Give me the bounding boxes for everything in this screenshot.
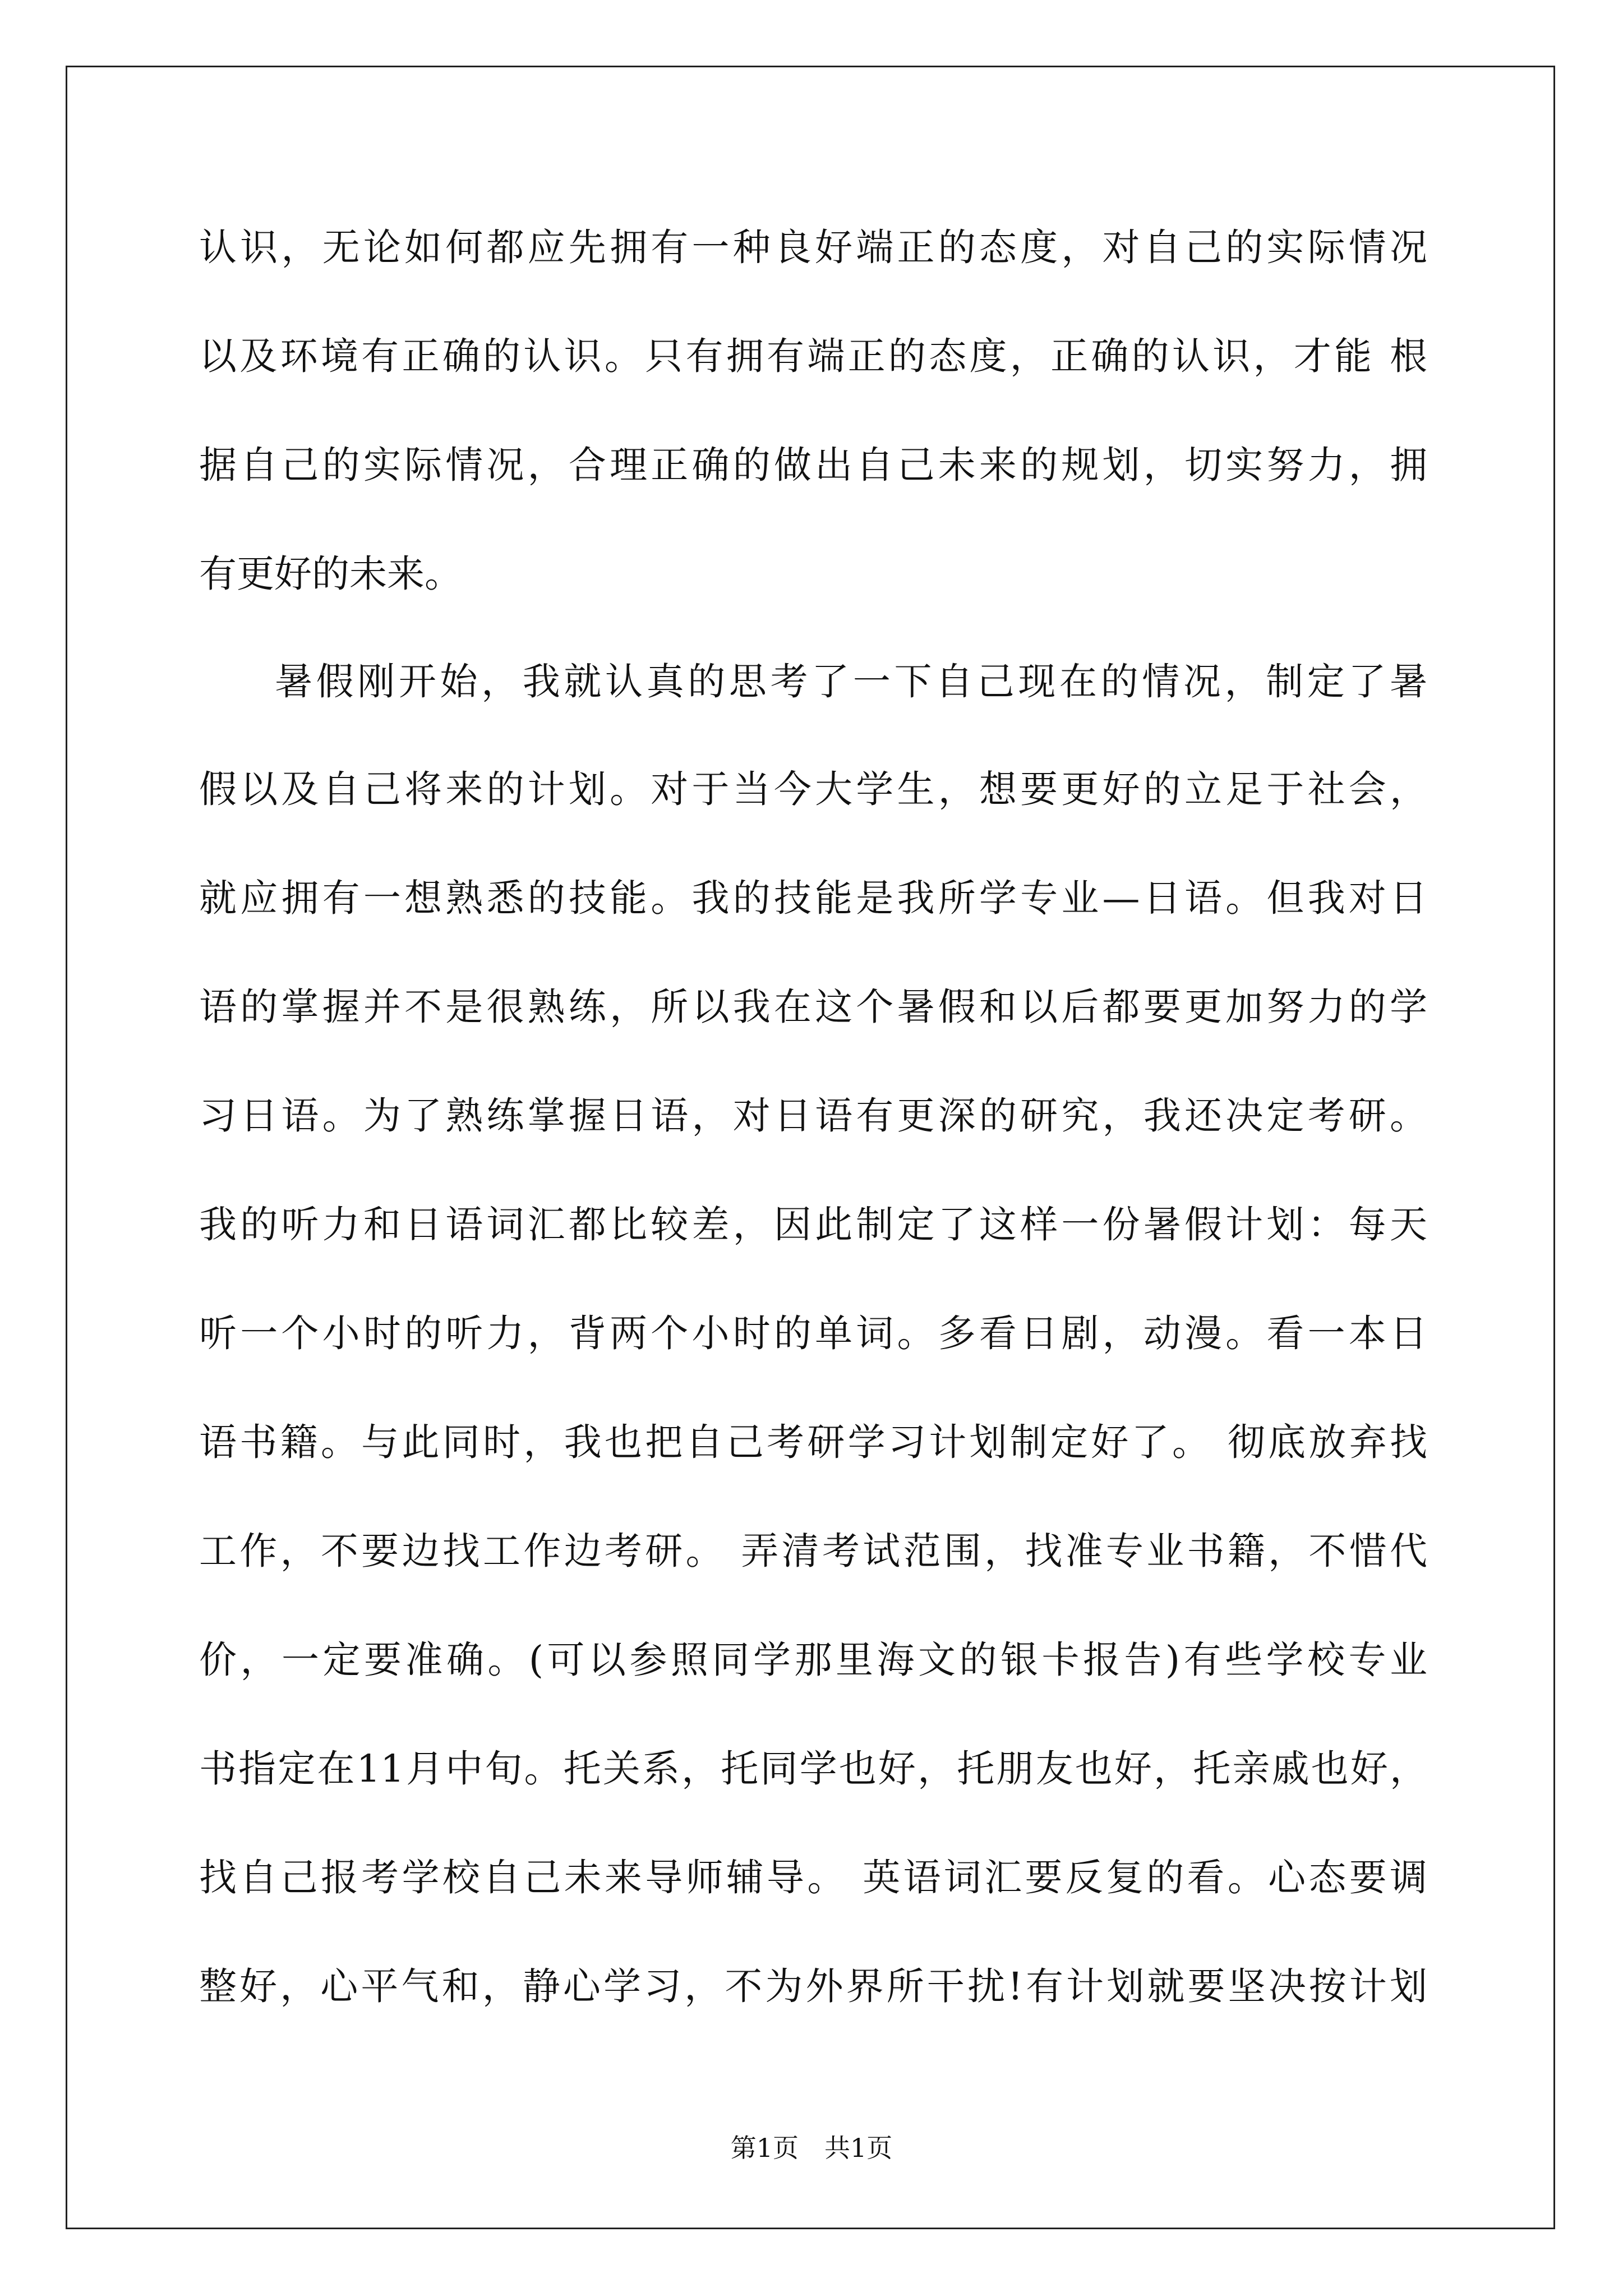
paragraph-1-line-2: 以及环境有正确的认识。只有拥有端正的态度，正确的认识，才能 根 xyxy=(199,334,1427,378)
paragraph-1-line-3: 据自己的实际情况，合理正确的做出自己未来的规划，切实努力，拥 xyxy=(199,443,1427,487)
page-border xyxy=(66,66,1555,2229)
paragraph-2-line-8: 语书籍。与此同时，我也把自己考研学习计划制定好了。 彻底放弃找 xyxy=(199,1420,1427,1464)
paragraph-2-line-10: 价，一定要准确。(可以参照同学那里海文的银卡报告)有些学校专业 xyxy=(199,1638,1427,1682)
paragraph-2-line-9: 工作，不要边找工作边考研。 弄清考试范围，找准专业书籍，不惜代 xyxy=(199,1529,1427,1573)
paragraph-2-line-6: 我的听力和日语词汇都比较差，因此制定了这样一份暑假计划：每天 xyxy=(199,1203,1427,1246)
paragraph-2-line-11: 书指定在11月中旬。托关系，托同学也好，托朋友也好，托亲戚也好， xyxy=(199,1747,1427,1791)
paragraph-2-line-7: 听一个小时的听力，背两个小时的单词。多看日剧，动漫。看一本日 xyxy=(199,1312,1427,1355)
paragraph-2-line-1: 暑假刚开始，我就认真的思考了一下自己现在的情况，制定了暑 xyxy=(275,660,1427,703)
paragraph-1-line-4: 有更好的未来。 xyxy=(199,552,462,596)
paragraph-1-line-1: 认识，无论如何都应先拥有一种良好端正的态度，对自己的实际情况 xyxy=(199,226,1427,269)
paragraph-2-line-2: 假以及自己将来的计划。对于当今大学生，想要更好的立足于社会， xyxy=(199,767,1427,811)
page-number-footer: 第1页 共1页 xyxy=(730,2133,893,2163)
paragraph-2-line-3: 就应拥有一想熟悉的技能。我的技能是我所学专业—日语。但我对日 xyxy=(199,876,1427,920)
paragraph-2-line-5: 习日语。为了熟练掌握日语，对日语有更深的研究，我还决定考研。 xyxy=(199,1094,1427,1138)
paragraph-2-line-12: 找自己报考学校自己未来导师辅导。 英语词汇要反复的看。心态要调 xyxy=(199,1856,1427,1899)
paragraph-2-line-4: 语的掌握并不是很熟练，所以我在这个暑假和以后都要更加努力的学 xyxy=(199,985,1427,1029)
paragraph-2-line-13: 整好，心平气和，静心学习，不为外界所干扰!有计划就要坚决按计划 xyxy=(199,1964,1427,2008)
